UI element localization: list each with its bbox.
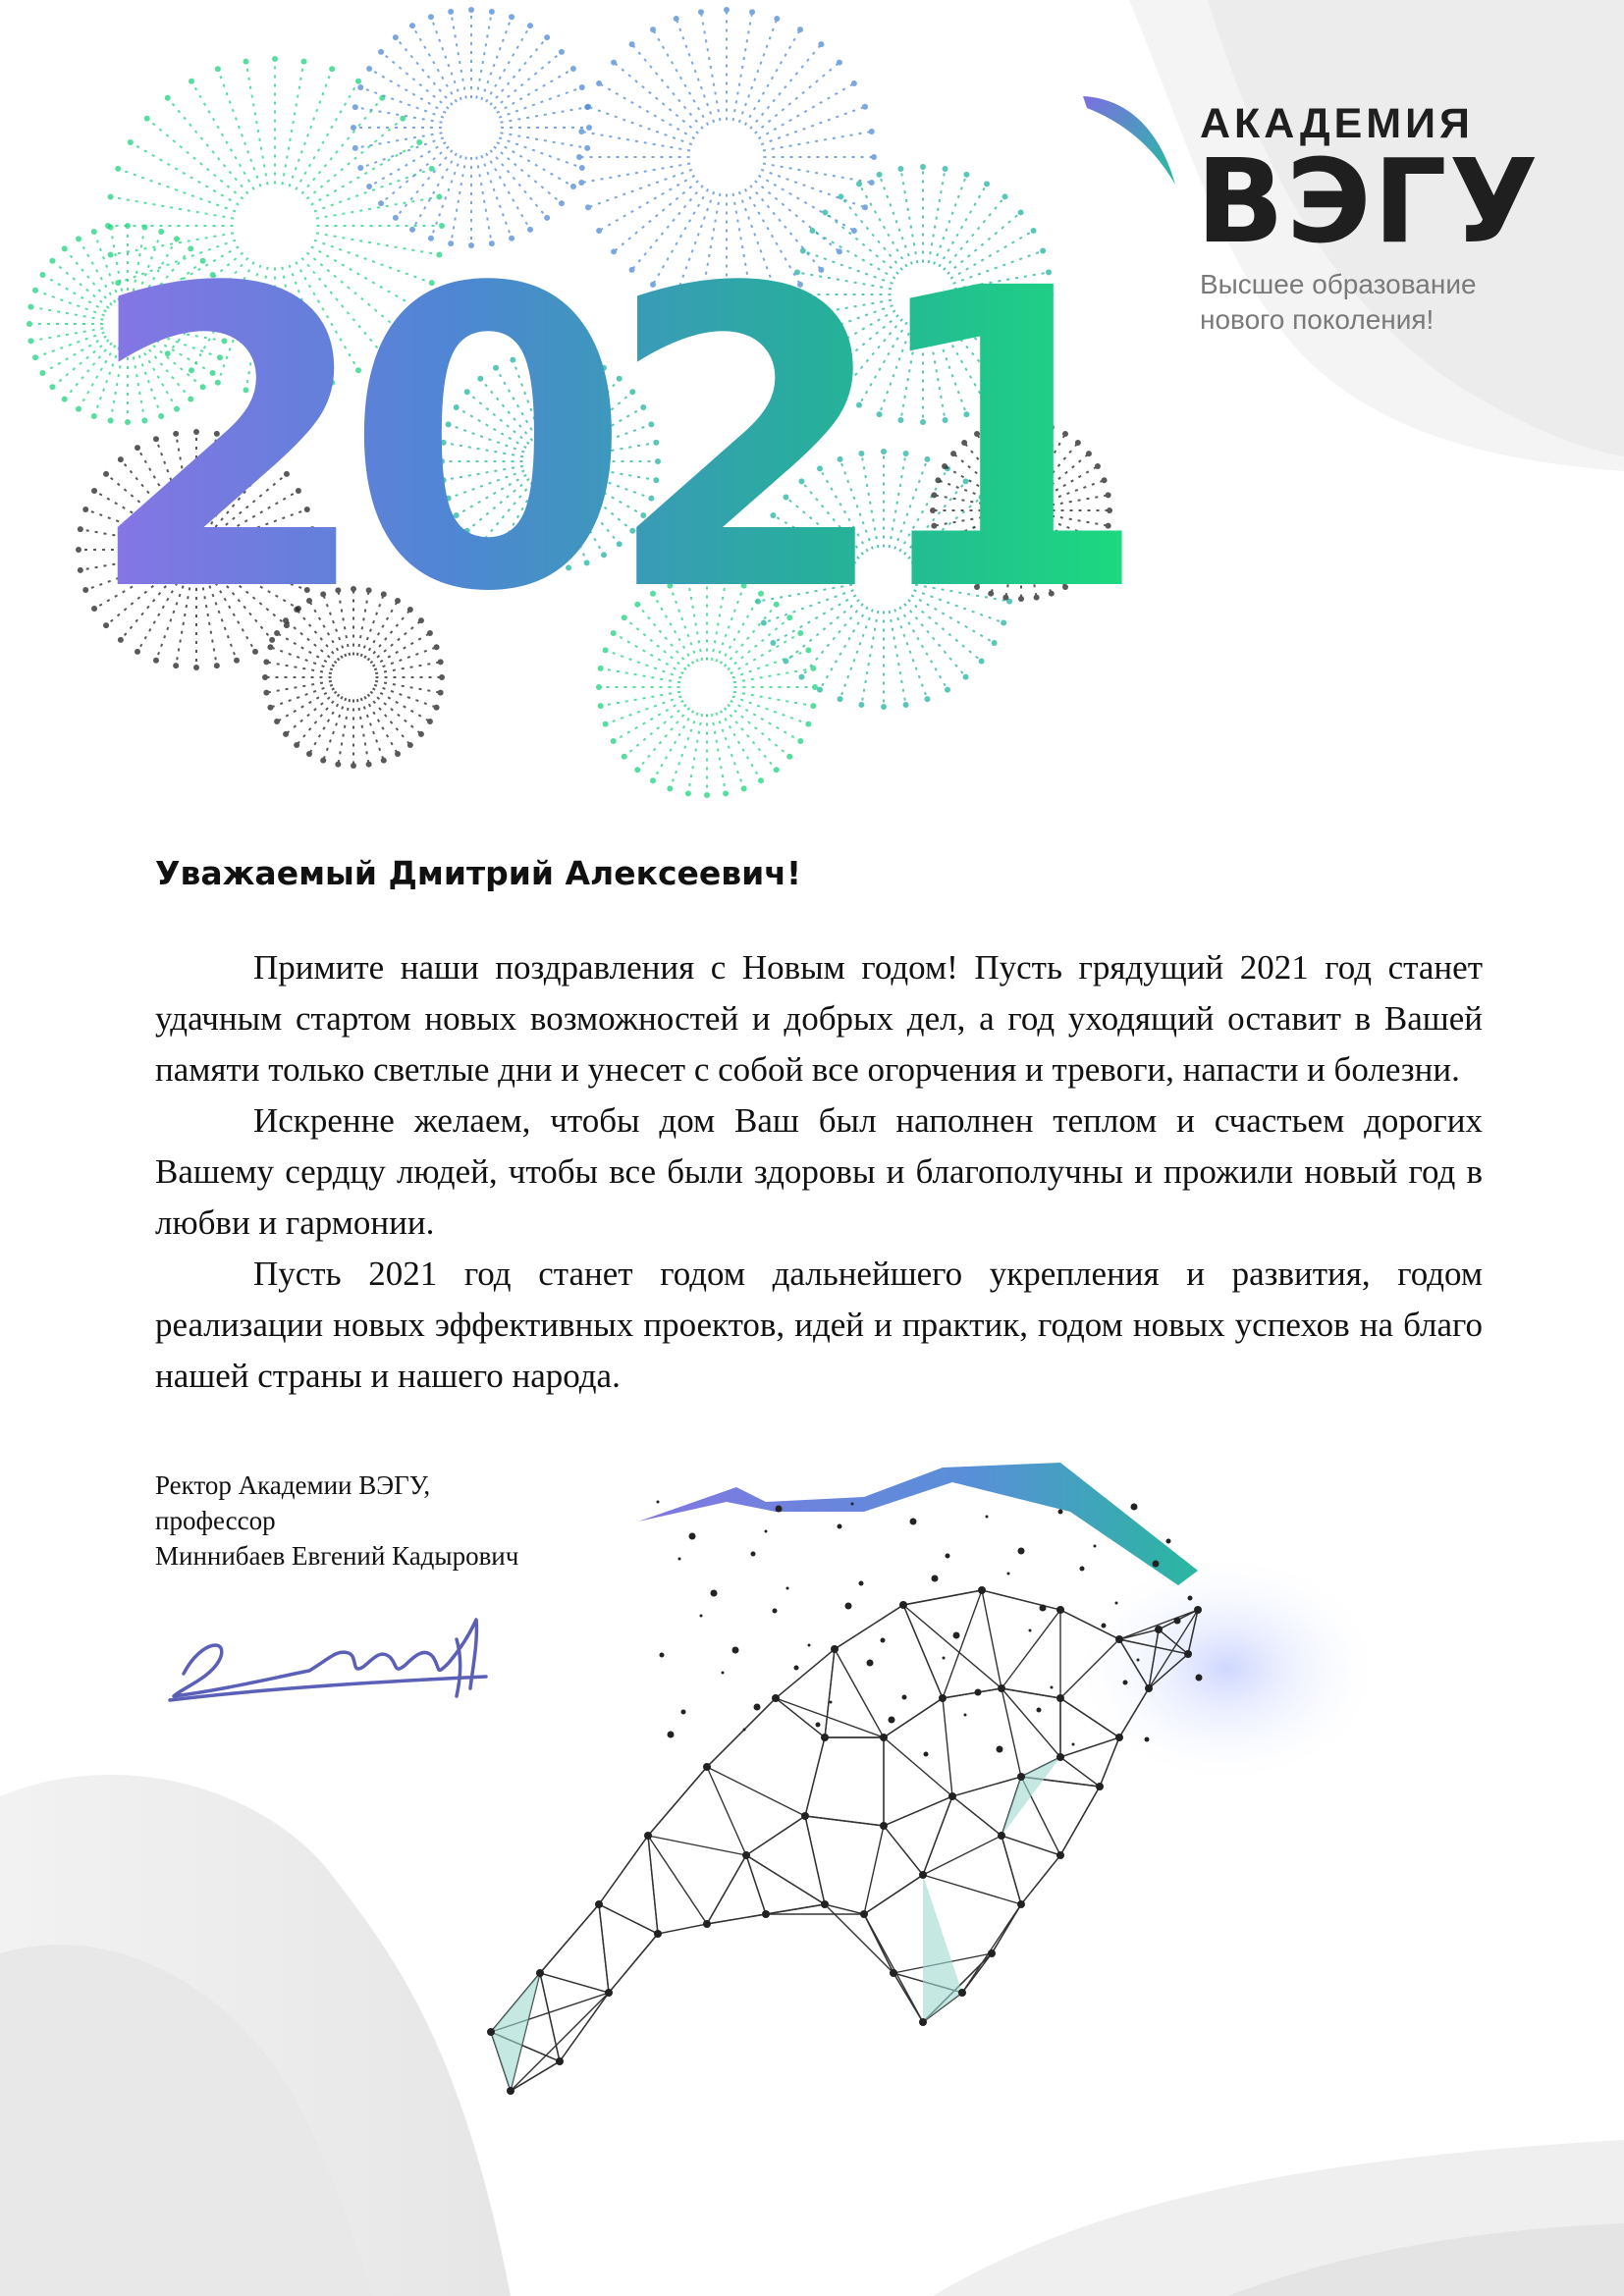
academy-logo bbox=[1065, 79, 1541, 353]
logo-line-academy: АКАДЕМИЯ bbox=[1200, 100, 1474, 147]
letter-paragraph-2: Искренне желаем, чтобы дом Ваш был наполнен теплом и счастьем дорогих Вашему сердцу людей, чтобы все были здоровы и благополучны и прожили новый год в любви и гармонии. bbox=[155, 1101, 1483, 1242]
letter-paragraph-3: Пусть 2021 год станет годом дальнейшего укрепления и развития, годом реализации новых эффективных проектов, идей и практик, годом новых успехов на благо нашей страны и нашего народа. bbox=[155, 1255, 1483, 1395]
letter-paragraph-1: Примите наши поздравления с Новым годом! Пусть грядущий 2021 год станет удачным стартом новых возможностей и добрых дел, а год уходящий оставит в Вашей памяти только светлые дни и унесет с собой все огорчения и тревоги, напасти и болезни. bbox=[155, 948, 1483, 1089]
logo-tagline-line2: нового поколения! bbox=[1200, 304, 1435, 335]
logo-tagline-line1: Высшее образование bbox=[1200, 269, 1477, 299]
bull-polygon-mesh bbox=[487, 1501, 1203, 2096]
year-text: 2021 bbox=[84, 202, 1123, 682]
logo-tagline bbox=[1200, 267, 1524, 338]
letter-body bbox=[155, 942, 1483, 1402]
signatory-name: Миннибаев Евгений Кадырович bbox=[155, 1541, 519, 1571]
year-2021-graphic bbox=[84, 202, 1123, 682]
signatory-position: Ректор Академии ВЭГУ, bbox=[155, 1470, 431, 1500]
bull-illustration bbox=[314, 1443, 1375, 2130]
logo-swoosh-icon bbox=[1065, 79, 1183, 196]
letter-greeting: Уважаемый Дмитрий Алексеевич! bbox=[155, 854, 802, 892]
signatory-title: профессор bbox=[155, 1506, 276, 1535]
logo-line-vegu: ВЭГУ bbox=[1196, 133, 1541, 269]
